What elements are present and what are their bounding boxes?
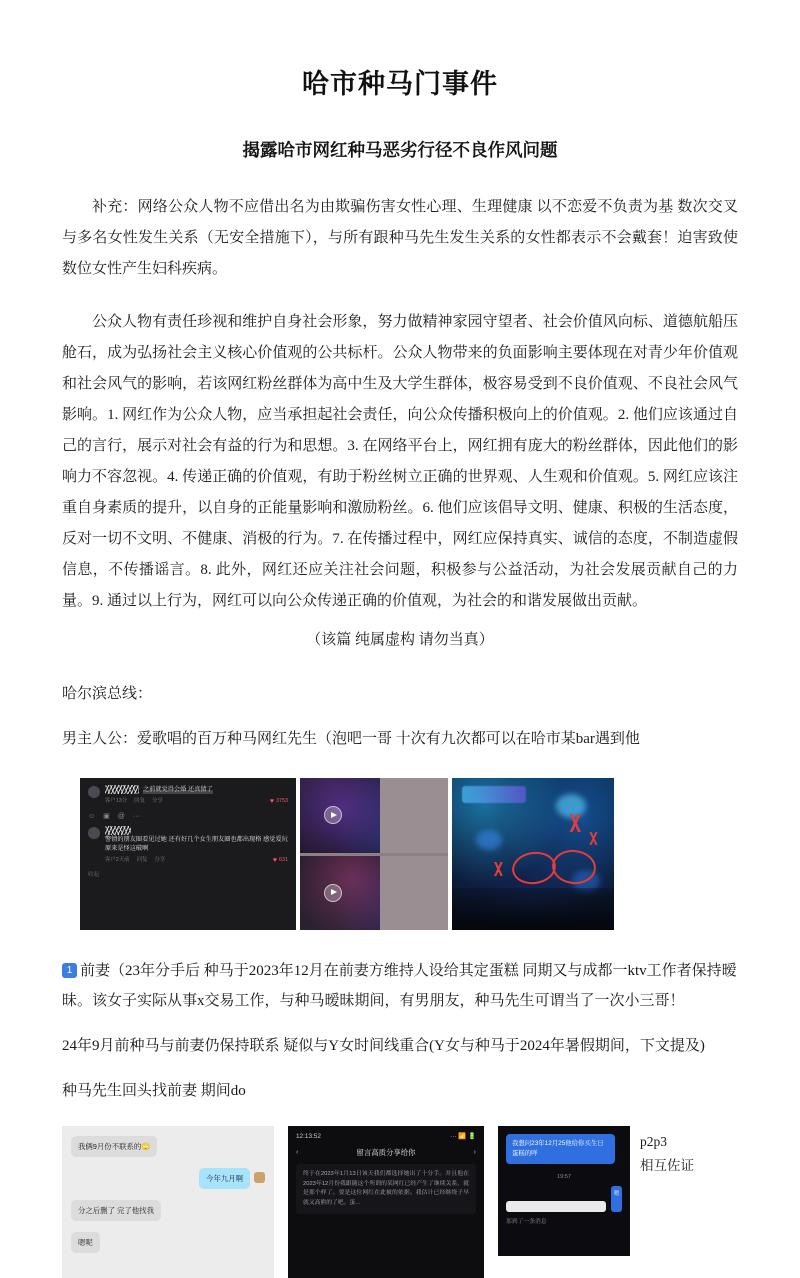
comment-like-count: 3753 <box>276 798 288 804</box>
paragraph-supplement: 补充：网络公众人物不应借出名为由欺骗伤害女性心理、生理健康 以不恋爱不负责为基 数次交叉与多名女性发生关系（无安全措施下），与所有跟种马先生发生关系的女性都表示不会戴套！迫害致使数位女性产生妇科疾病。 <box>62 199 738 277</box>
chat-bubble-side: 嗯 <box>611 1186 622 1212</box>
tile-right-panel <box>380 778 448 853</box>
red-scribble-annotation <box>584 832 604 845</box>
chevron-left-icon[interactable]: ‹ <box>296 1149 299 1156</box>
paragraph-body: 公众人物有责任珍视和维护自身社会形象，努力做精神家园守望者、社会价值风向标、道德航船压舱石，成为弘扬社会主义核心价值观的公共标杆。公众人物带来的负面影响主要体现在对青少年价值观和社会风气的影响，若该网红粉丝群体为高中生及大学生群体，极容易受到不良价值观、不良社会风气影响。1. 网红作为公众人物，应当承担起社会责任，向公众传播积极向上的价值观。2. 他们应该通过自己的言行，展示对社会有益的行为和思想。3. 在网络平台上，网红拥有庞大的粉丝群体，因此他们的影响力不容忽视。4. 传递正确的价值观，有助于粉丝树立正确的世界观、人生观和价值观。5. 网红应该注重自身素质的提升，以自身的正能量影响和激励粉丝。6. 他们应该倡导文明、健康、积极的生活态度，反对一切不文明、不健康、消极的行为。7. 在传播过程中，网红应保持真实、诚信的态度，不制造虚假信息，不传播谣言。8. 此外，网红还应关注社会问题，积极参与公益活动，为社会发展贡献自己的力量。9. 通过以上行为，网红可以向公众传递正确的价值观，为社会的和谐发展做出贡献。 <box>62 314 738 609</box>
red-circle-annotation <box>510 849 558 887</box>
line-lead-character: 男主人公：爱歌唱的百万种马网红先生（泡吧一哥 十次有九次都可以在哈市某bar遇到他 <box>62 731 640 747</box>
chat-row <box>71 1232 265 1264</box>
red-scribble-annotation <box>562 814 590 832</box>
case-number-badge: 1 <box>62 963 77 978</box>
comment-time: 客户13分 <box>105 798 128 804</box>
screenshot-comment-list[interactable] <box>80 778 296 930</box>
redacted-username-scribble <box>105 826 131 835</box>
comment-text: 警情的朋友圈看见过她 还有好几个女生朋友圈也都出现格 感觉爱玩 原来是怪这破啊 <box>105 836 288 852</box>
tile-right-panel <box>380 856 448 931</box>
chat-bubble-question: 我想问23年12月25他给你买生日蛋糕的咩 <box>506 1134 615 1164</box>
comment-meta <box>105 856 288 865</box>
screenshot-phone-dark[interactable] <box>288 1126 484 1278</box>
evidence-image-row-bottom <box>62 1126 738 1278</box>
annotation-note-2: 相互佐证 <box>640 1158 694 1173</box>
screenshot-chat-blue[interactable] <box>498 1126 630 1256</box>
collapse-link[interactable]: 收起 <box>88 872 100 878</box>
heart-icon: ♥ <box>269 798 274 805</box>
redacted-username-scribble <box>105 785 139 794</box>
chat-bubble-incoming: 我俩9月份不联系的🙄 <box>71 1136 157 1157</box>
comment-item <box>88 826 288 865</box>
evidence-image-row-top <box>62 778 738 930</box>
page-subtitle: 揭露哈市网红种马恶劣行径不良作风问题 <box>242 140 558 160</box>
annotation-note-1: p2p3 <box>640 1134 667 1149</box>
comment-share-link[interactable]: 分享 <box>151 798 163 804</box>
case-text-2: 24年9月前种马与前妻仍保持联系 疑似与Y女时间线重合(Y女与种马于2024年暑假期间，下文提及) <box>62 1038 705 1054</box>
line-main-thread: 哈尔滨总线： <box>62 686 153 702</box>
page-title: 哈市种马门事件 <box>302 69 498 99</box>
screenshot-neon-bar-photo[interactable] <box>452 778 614 930</box>
paragraph-disclaimer: （该篇 纯属虚构 请勿当真） <box>306 632 494 648</box>
chat-blue-with-notes <box>498 1126 736 1256</box>
comment-reply-link[interactable]: 回复 <box>134 798 145 804</box>
heart-icon: ♥ <box>272 857 277 864</box>
play-icon[interactable] <box>324 884 342 902</box>
red-scribble-annotation <box>488 862 510 876</box>
chat-row <box>71 1168 265 1200</box>
video-tile-2[interactable] <box>300 856 448 931</box>
case-text-1: 前妻（23年分手后 种马于2023年12月在前妻方维持人设给其定蛋糕 同期又与成都一ktv工作者保持暧昧。该女子实际从事x交易工作，与种马暧昧期间，有男朋友，种马先生可谓当了一次小三哥！ <box>62 963 737 1009</box>
margin-annotations <box>640 1126 736 1178</box>
message-card: 终于在2023年1月13日该天我们都选择她出了十分手。并且他在2023年12月份我跟随这个所谓的某网红已经产生了继续关系，就是那个样了。要是这位网红在此被的依据。我估计已经继绕子早就又高熊的了吧。蛋… <box>296 1164 476 1214</box>
chat-timestamp: 19:57 <box>557 1174 571 1180</box>
neon-light <box>476 830 502 850</box>
status-time: 12:13:52 <box>296 1133 321 1140</box>
comment-reply-link[interactable]: 回复 <box>136 857 148 863</box>
comment-text: 之前就觉得会婚 还真猜了 <box>143 786 213 793</box>
comment-like-count-wrap[interactable] <box>270 797 288 806</box>
more-icon[interactable]: ··· <box>132 813 140 820</box>
comment-toolbar-icons[interactable] <box>88 812 288 821</box>
chat-row-masked <box>506 1186 622 1212</box>
comment-time: 客户2天前 <box>105 857 130 863</box>
neon-sign <box>462 786 526 803</box>
comment-meta <box>105 797 288 806</box>
screenshot-chat-light[interactable] <box>62 1126 274 1278</box>
chat-row <box>71 1136 265 1168</box>
redacted-bar <box>506 1201 606 1212</box>
chat-row <box>71 1200 265 1232</box>
chat-bubble-incoming: 嗯呢 <box>71 1232 100 1253</box>
screen-title: 留言高质分享给你 <box>356 1148 416 1157</box>
emoji-icon[interactable]: ☺ <box>88 813 96 820</box>
case-text-3: 种马先生回头找前妻 期间do <box>62 1083 246 1099</box>
avatar <box>88 786 100 798</box>
chat-reply-masked: 那到了一条消息 <box>506 1219 547 1225</box>
comment-share-link[interactable]: 分享 <box>154 857 166 863</box>
avatar <box>88 827 100 839</box>
nav-bar <box>296 1148 476 1157</box>
play-icon[interactable] <box>324 806 342 824</box>
crowd-silhouette <box>452 888 614 930</box>
chat-bubble-incoming: 分之后删了 完了他找我 <box>71 1200 161 1221</box>
case-block <box>62 956 738 1016</box>
comment-item <box>88 785 288 806</box>
comment-like-count-wrap[interactable] <box>273 856 288 865</box>
status-icons: ··· 📶 🔋 <box>450 1133 476 1140</box>
chevron-right-icon[interactable]: › <box>473 1149 476 1156</box>
chat-bubble-outgoing: 今年九月啊 <box>199 1168 250 1189</box>
image-icon[interactable]: ▣ <box>103 813 110 820</box>
screenshot-video-thumbnails[interactable] <box>300 778 448 930</box>
comment-like-count: 631 <box>279 857 288 863</box>
avatar <box>254 1172 265 1183</box>
status-bar <box>296 1132 476 1141</box>
at-icon[interactable]: @ <box>117 813 125 820</box>
video-tile-1[interactable] <box>300 778 448 853</box>
